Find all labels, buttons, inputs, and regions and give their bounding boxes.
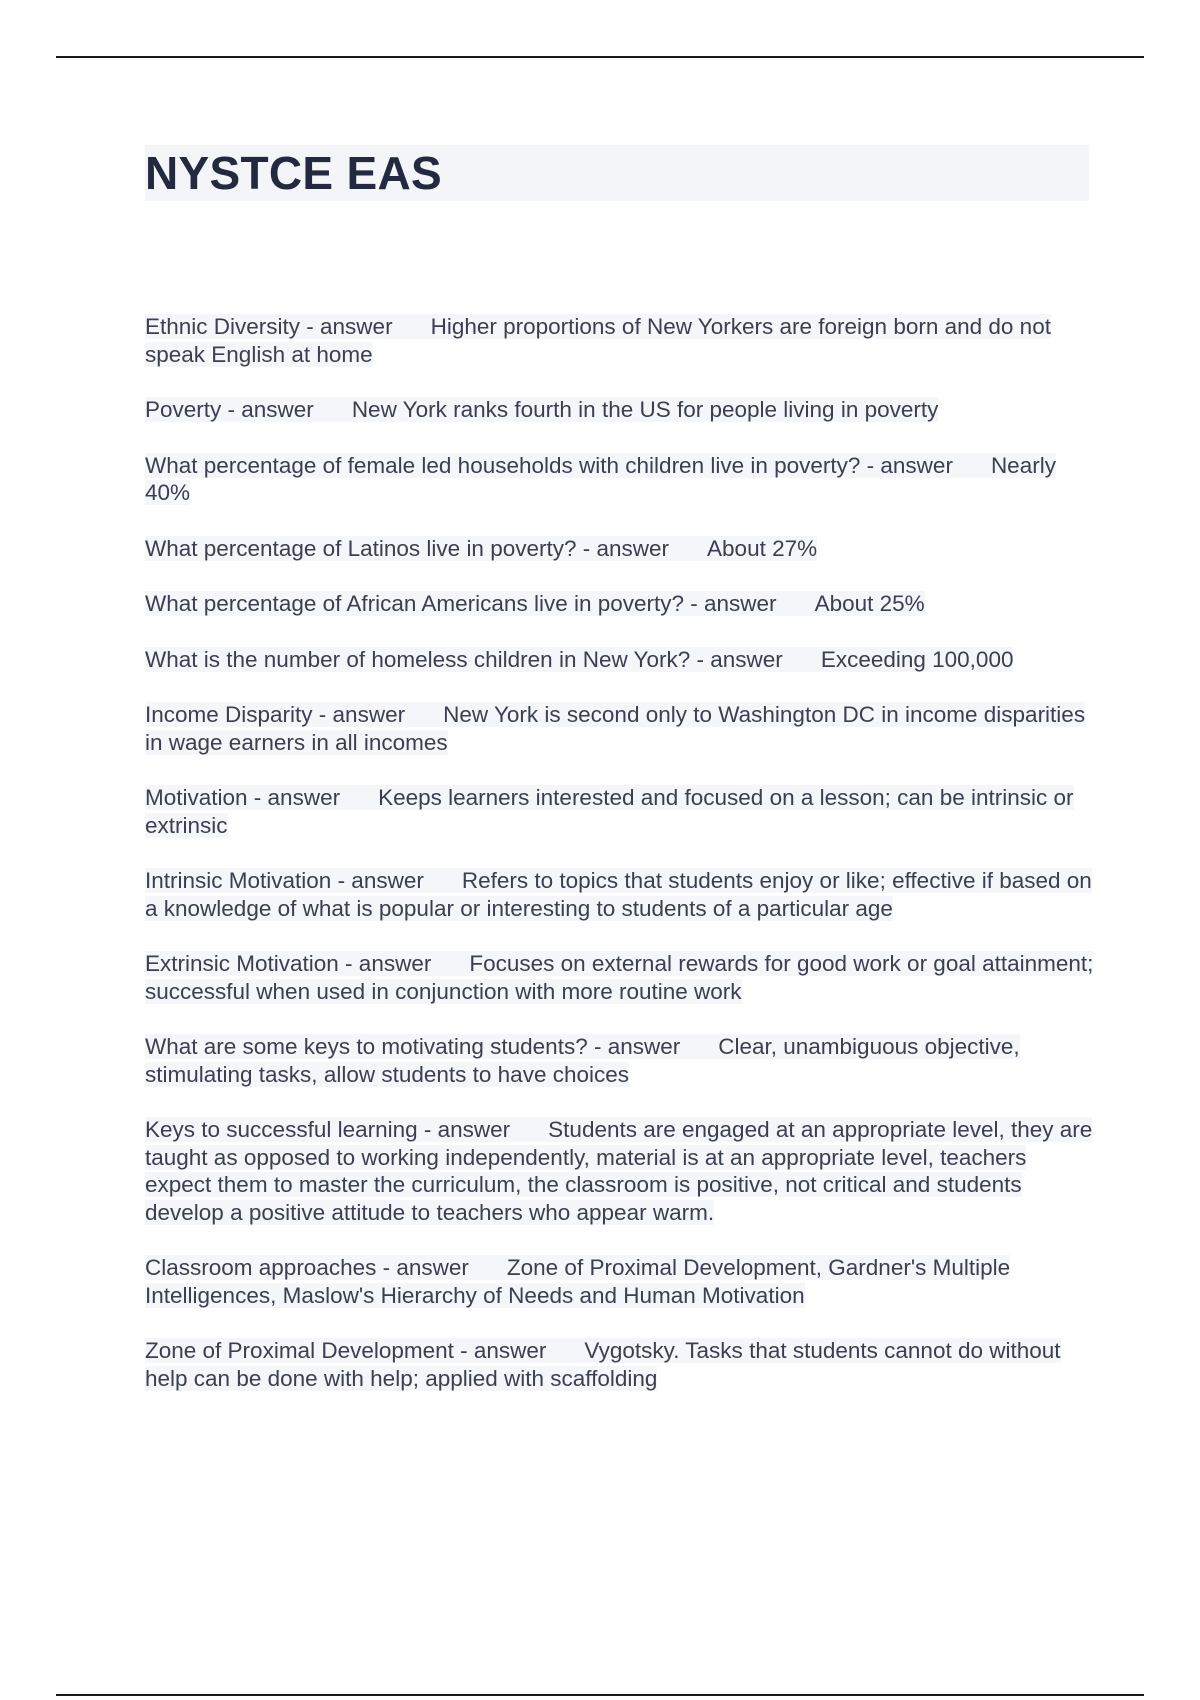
qa-definition: About 25% — [814, 591, 925, 616]
qa-term: What percentage of African Americans live in poverty? - answer — [145, 591, 777, 616]
qa-item — [145, 701, 1095, 756]
page-title: NYSTCE EAS — [145, 147, 442, 199]
qa-item — [145, 452, 1095, 507]
qa-term: Ethnic Diversity - answer — [145, 314, 393, 339]
qa-list — [145, 313, 1095, 1420]
qa-item — [145, 867, 1095, 922]
qa-term: Poverty - answer — [145, 397, 314, 422]
qa-definition: Exceeding 100,000 — [820, 646, 1014, 672]
qa-item — [145, 950, 1095, 1005]
qa-item — [145, 784, 1095, 839]
title-block — [145, 145, 1089, 201]
qa-term: Intrinsic Motivation - answer — [145, 868, 424, 893]
qa-definition: New York ranks fourth in the US for people living in poverty — [351, 397, 939, 422]
qa-term: Motivation - answer — [145, 785, 341, 810]
qa-item — [145, 535, 1095, 563]
qa-term: What are some keys to motivating students? - answer — [145, 1034, 681, 1059]
qa-definition: Nearly 40% — [145, 452, 1056, 505]
qa-item — [145, 396, 1095, 424]
qa-definition: Higher proportions of New Yorkers are foreign born and do not speak English at home — [145, 314, 1051, 367]
qa-definition: Focuses on external rewards for good work or goal attainment; successful when used in conjunction with more routine work — [145, 951, 1094, 1004]
qa-term: What percentage of female led households with children live in poverty? - answer — [145, 452, 953, 478]
qa-term: Keys to successful learning - answer — [145, 1117, 511, 1142]
footer-rule — [56, 1694, 1144, 1696]
qa-definition: Vygotsky. Tasks that students cannot do without help can be done with help; applied with scaffolding — [145, 1338, 1061, 1391]
qa-term: What is the number of homeless children in New York? - answer — [145, 646, 783, 672]
qa-definition: About 27% — [707, 535, 818, 561]
qa-term: Zone of Proximal Development - answer — [145, 1338, 547, 1363]
qa-item — [145, 1033, 1095, 1088]
qa-term: Extrinsic Motivation - answer — [145, 951, 432, 976]
qa-item — [145, 646, 1095, 674]
qa-term: What percentage of Latinos live in poverty? - answer — [145, 535, 670, 561]
qa-definition: Clear, unambiguous objective, stimulating tasks, allow students to have choices — [145, 1034, 1020, 1087]
header-rule — [56, 56, 1144, 58]
qa-term: Classroom approaches - answer — [145, 1255, 469, 1280]
qa-definition: Refers to topics that students enjoy or like; effective if based on a knowledge of what is popular or interesting to students of a particular age — [145, 868, 1092, 921]
qa-definition: New York is second only to Washington DC in income disparities in wage earners in all incomes — [145, 702, 1086, 755]
qa-definition: Zone of Proximal Development, Gardner's Multiple Intelligences, Maslow's Hierarchy of Needs and Human Motivation — [145, 1255, 1011, 1308]
qa-item — [145, 590, 1095, 618]
qa-item — [145, 1337, 1095, 1392]
qa-definition: Students are engaged at an appropriate level, they are taught as opposed to working independently, material is at an appropriate level, teachers expect them to master the curriculum, the classroom is positive, not critical and students develop a positive attitude to teachers who appear warm. — [145, 1117, 1093, 1225]
qa-item — [145, 1254, 1095, 1309]
qa-item — [145, 313, 1095, 368]
qa-item — [145, 1116, 1095, 1226]
qa-term: Income Disparity - answer — [145, 702, 406, 727]
qa-definition: Keeps learners interested and focused on a lesson; can be intrinsic or extrinsic — [145, 785, 1074, 838]
